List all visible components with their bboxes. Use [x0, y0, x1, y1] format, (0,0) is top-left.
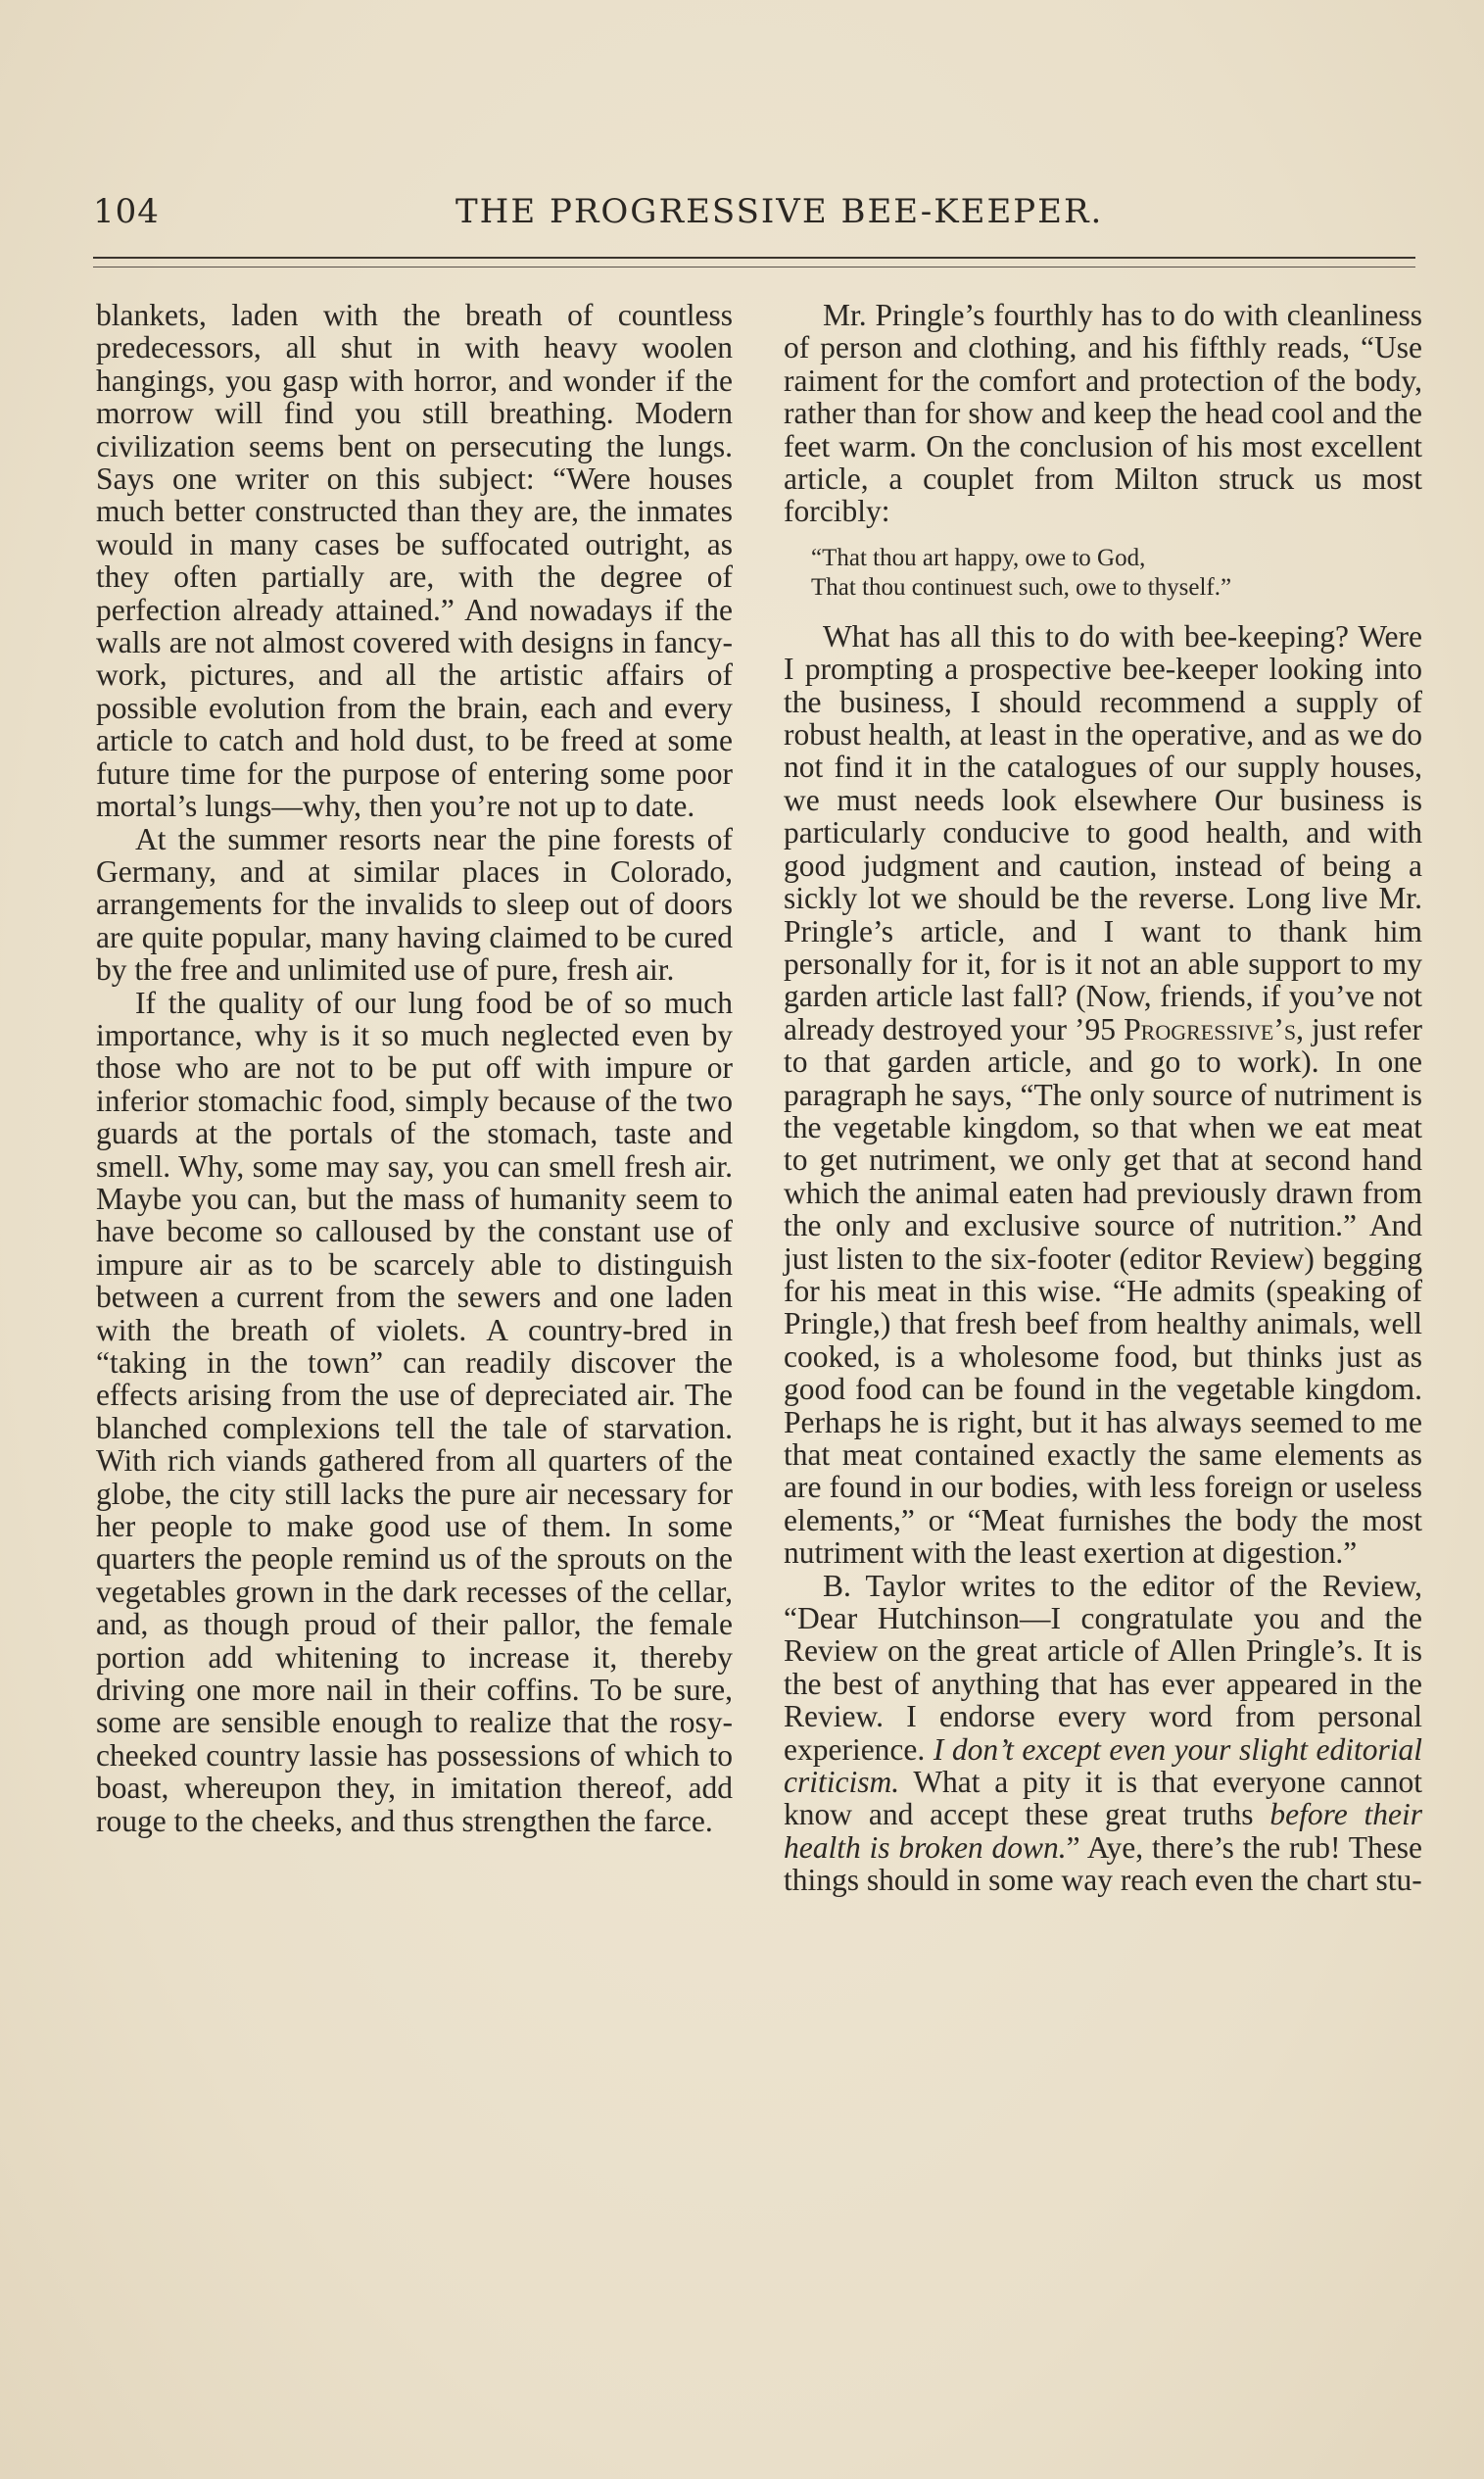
paragraph-text: , just refer to that garden article, and go to work). In one paragraph he says, “The only source of nutriment is the vegetable kingdom, so that when we eat meat to get nutriment, we only get that at second hand which the animal eaten had previously drawn from the only and exclusive source of nutrition.” And just listen to the six-footer (editor Review) begging for his meat in this wise. “He admits (speaking of Pringle,) that fresh beef from healthy animals, well cooked, is a wholesome food, but thinks just as good food can be found in the vegetable kingdom. Perhaps he is right, but it has always seemed to me that meat contained exactly the same elements as are found in our bodies, with less foreign or useless elements,” or “Meat furnishes the body the most nutriment with the least exertion at digestion.”	[784, 1011, 1422, 1571]
page-header	[93, 192, 1420, 241]
page-number: 104	[93, 192, 160, 231]
journal-name: Progressive’s	[1124, 1011, 1297, 1046]
paragraph-text: What a pity it is that everyone cannot know and accept these great truths	[784, 1765, 1422, 1832]
running-title: THE PROGRESSIVE BEE-KEEPER.	[455, 192, 1104, 231]
paragraph: At the summer resorts near the pine forests of Germany, and at similar places in Colorado, arrangements for the invalids to sleep out of doors are quite popular, many having claimed to be cured by the free and unlimited use of pure, fresh air.	[96, 821, 733, 988]
paragraph: Mr. Pringle’s fourthly has to do with cleanliness of person and clothing, and his fifthly reads, “Use raiment for the comfort and protection of the body, rather than for show and keep the head cool and the feet warm. On the conclusion of his most excellent article, a couplet from Milton struck us most forcibly:	[784, 298, 1422, 529]
paragraph-text: ” Aye, there’s the rub! These things should in some way reach even the chart stu-	[784, 1829, 1422, 1898]
left-column	[96, 299, 733, 1837]
right-column	[784, 299, 1422, 1897]
quote-line: That thou continuest such, owe to thyself.”	[811, 573, 1232, 601]
paragraph	[784, 1570, 1422, 1897]
header-rule	[93, 257, 1415, 259]
paragraph-text: B. Taylor writes to the editor of the Review, “Dear Hutchinson—I congratulate you and the Review on the great article of Allen Pringle’s. It is the best of anything that has ever appeared in the Review. I endorse every word from personal experience.	[784, 1568, 1422, 1767]
paragraph: If the quality of our lung food be of so much importance, why is it so much neglected even by those who are not to be put off with impure or inferior stomachic food, simply because of the two guards at the portals of the stomach, taste and smell. Why, some may say, you can smell fresh air. Maybe you can, but the mass of humanity seem to have become so calloused by the constant use of impure air as to be scarcely able to distinguish between a current from the sewers and one laden with the breath of violets. A country-bred in “taking in the town” can readily discover the effects arising from the use of depreciated air. The blanched complexions tell the tale of starvation. With rich viands gathered from all quarters of the globe, the city still lacks the pure air necessary for her people to make good use of them. In some quarters the people remind us of the sprouts on the vegetables grown in the dark recesses of the cellar, and, as though proud of their pallor, the female portion add whitening to increase it, thereby driving one more nail in their coffins. To be sure, some are sensible enough to realize that the rosy-cheeked country lassie has possessions of which to boast, whereupon they, in imitation thereof, add rouge to the cheeks, and thus strengthen the farce.	[96, 985, 733, 1838]
quote-line: “That thou art happy, owe to God,	[811, 544, 1146, 571]
italic-text: I don’t except even your slight editorial criticism.	[784, 1731, 1422, 1800]
italic-text: before their health is broken down.	[784, 1797, 1423, 1865]
paragraph: blankets, laden with the breath of countless predecessors, all shut in with heavy woolen hangings, you gasp with horror, and wonder if the morrow will find you still breathing. Modern civilization seems bent on persecuting the lungs. Says one writer on this subject: “Were houses much better constructed than they are, the inmates would in many cases be suffocated outright, as they often partially are, with the degree of perfection already attained.” And nowadays if the walls are not almost covered with designs in fancy-work, pictures, and all the artistic affairs of possible evolution from the brain, each and every article to catch and hold dust, to be freed at some future time for the purpose of entering some poor mortal’s lungs—why, then you’re not up to date.	[96, 298, 733, 824]
paragraph-text: What has all this to do with bee-keeping? Were I prompting a prospective bee-keeper looking into the business, I should recommend a supply of robust health, at least in the operative, and as we do not find it in the catalogues of our supply houses, we must needs look elsewhere Our business is particularly conducive to good health, and with good judgment and caution, instead of being a sickly lot we should be the reverse. Long live Mr. Pringle’s article, and I want to thank him personally for it, for is it not an able support to my garden article last fall? (Now, friends, if you’ve not already destroyed your ’95	[784, 618, 1422, 1046]
paragraph	[784, 620, 1422, 1570]
milton-couplet	[811, 544, 1422, 603]
